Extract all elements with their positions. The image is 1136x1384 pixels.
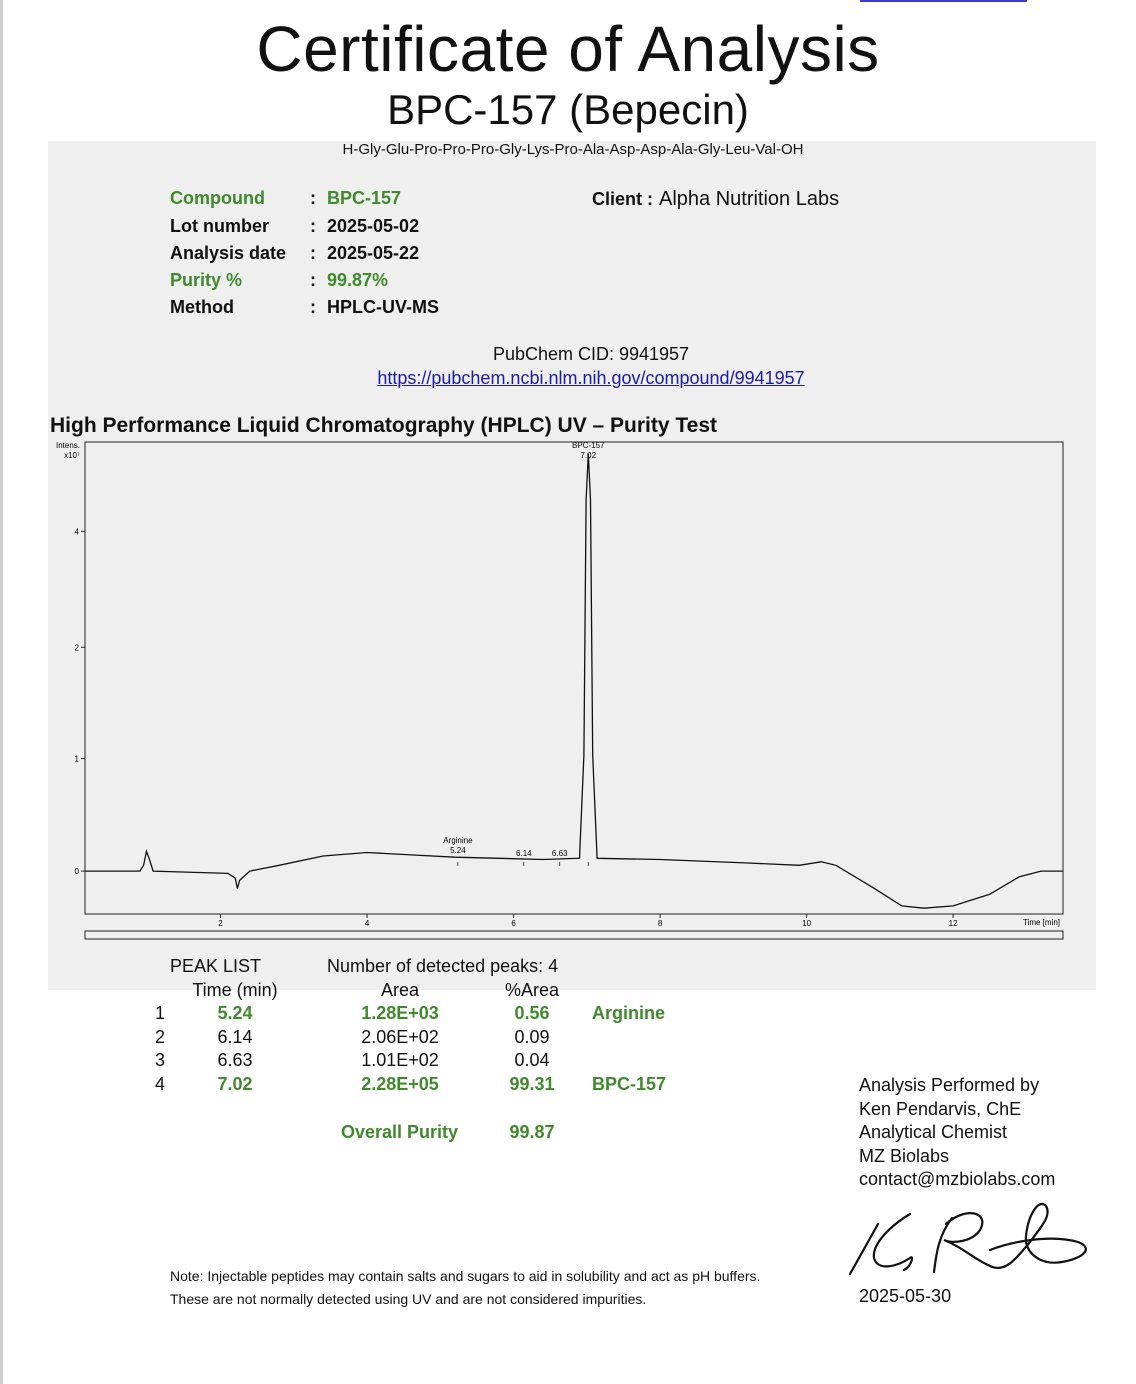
row-time: 5.24: [217, 1003, 253, 1023]
x-axis-label: Time [min]: [1022, 918, 1060, 927]
colon: :: [310, 216, 316, 236]
y-axis-label: Intens.: [55, 441, 81, 450]
document-subtitle: BPC-157 (Bepecin): [387, 86, 749, 133]
note-line: These are not normally detected using UV and are not considered impurities.: [170, 1291, 647, 1307]
y-tick-label: 4: [74, 527, 79, 537]
method-value: HPLC-UV-MS: [327, 297, 439, 317]
date-label: Analysis date: [170, 243, 287, 263]
x-tick-label: 10: [802, 919, 812, 928]
scroll-bar: [85, 931, 1063, 939]
y-ticks: [75, 527, 85, 876]
method-label: Method: [170, 297, 234, 317]
hplc-section-title: High Performance Liquid Chromatography (HPLC) UV – Purity Test: [50, 414, 718, 437]
compound-label: Compound: [170, 188, 265, 208]
peak-time-label: 6.14: [516, 849, 532, 858]
peak-time-label: 5.24: [450, 846, 466, 855]
peak-name-label: BPC-157: [572, 441, 605, 450]
note-line: Note: Injectable peptides may contain salts and sugars to aid in solubility and act as pH buffers.: [170, 1268, 761, 1284]
analyst-name: Ken Pendarvis, ChE: [859, 1098, 1022, 1119]
peptide-sequence: H-Gly-Glu-Pro-Pro-Pro-Gly-Lys-Pro-Ala-Asp-Asp-Ala-Gly-Leu-Val-OH: [342, 141, 804, 158]
row-number: 2: [154, 1027, 165, 1047]
row-compound: Arginine: [592, 1003, 666, 1023]
row-pct: 0.56: [514, 1003, 550, 1023]
plot-frame: [85, 442, 1063, 914]
page-edge-rule: [0, 0, 3, 1384]
colon: :: [310, 270, 316, 290]
header-area: Area: [380, 980, 420, 1000]
row-number: 3: [154, 1050, 165, 1070]
client-block: [592, 188, 839, 211]
row-time: 6.14: [217, 1027, 253, 1047]
client-label: Client :: [592, 189, 653, 209]
analyst-role: Analytical Chemist: [859, 1122, 1008, 1143]
x-ticks: [218, 914, 958, 928]
colon: :: [310, 243, 316, 263]
row-pct: 0.04: [514, 1050, 550, 1070]
document-title: Certificate of Analysis: [256, 13, 880, 85]
overall-purity-label: Overall Purity: [341, 1122, 459, 1142]
x-tick-label: 2: [218, 919, 223, 928]
peak-list-title: PEAK LIST: [170, 956, 262, 976]
row-area: 1.28E+03: [361, 1003, 439, 1023]
row-pct: 0.09: [514, 1027, 550, 1047]
row-time: 6.63: [217, 1050, 253, 1070]
overall-purity-value: 99.87: [509, 1122, 555, 1142]
peak-labels: [443, 441, 605, 866]
top-link-fragment: [860, 0, 1027, 2]
chromatogram-trace: [85, 454, 1063, 909]
lot-label: Lot number: [170, 216, 269, 236]
colon: :: [310, 188, 316, 208]
row-area: 2.06E+02: [361, 1027, 439, 1047]
row-number: 4: [154, 1074, 165, 1094]
row-area: 2.28E+05: [361, 1074, 439, 1094]
peak-time-label: 6.63: [551, 849, 568, 858]
x-tick-label: 12: [948, 919, 958, 928]
peak-time-label: 7.02: [580, 451, 597, 460]
analyst-block: [859, 1074, 1055, 1192]
peak-name-label: Arginine: [443, 836, 473, 845]
analyst-line: Analysis Performed by: [859, 1075, 1040, 1095]
handwritten-signature: [840, 1196, 1100, 1286]
footnote: [170, 1265, 760, 1311]
hplc-chromatogram: [48, 436, 1068, 942]
analyst-email: contact@mzbiolabs.com: [859, 1169, 1056, 1190]
header-time: Time (min): [192, 980, 278, 1000]
row-area: 1.01E+02: [361, 1050, 439, 1070]
analyst-lab: MZ Biolabs: [859, 1145, 950, 1166]
x-tick-label: 4: [364, 919, 370, 928]
lot-value: 2025-05-02: [327, 216, 420, 236]
purity-value: 99.87%: [327, 270, 389, 290]
x-tick-label: 8: [657, 919, 663, 928]
colon: :: [310, 297, 316, 317]
row-pct: 99.31: [509, 1074, 555, 1094]
y-tick-label: 1: [74, 754, 79, 764]
row-compound: BPC-157: [592, 1074, 667, 1094]
pubchem-cid: PubChem CID: 9941957: [492, 344, 690, 364]
x-tick-label: 6: [511, 919, 516, 928]
header-pct: %Area: [504, 980, 560, 1000]
date-value: 2025-05-22: [327, 243, 420, 263]
signature-date: 2025-05-30: [859, 1286, 952, 1306]
y-tick-label: 2: [74, 643, 79, 653]
client-value: Alpha Nutrition Labs: [659, 188, 840, 210]
purity-label: Purity %: [170, 270, 243, 290]
compound-value: BPC-157: [327, 188, 402, 208]
row-number: 1: [154, 1003, 165, 1023]
peak-count: Number of detected peaks: 4: [327, 956, 559, 976]
pubchem-link[interactable]: https://pubchem.ncbi.nlm.nih.gov/compound/9941957: [377, 368, 805, 388]
y-axis-unit: x10⁷: [64, 451, 80, 460]
row-time: 7.02: [217, 1074, 253, 1094]
y-tick-label: 0: [74, 867, 79, 877]
